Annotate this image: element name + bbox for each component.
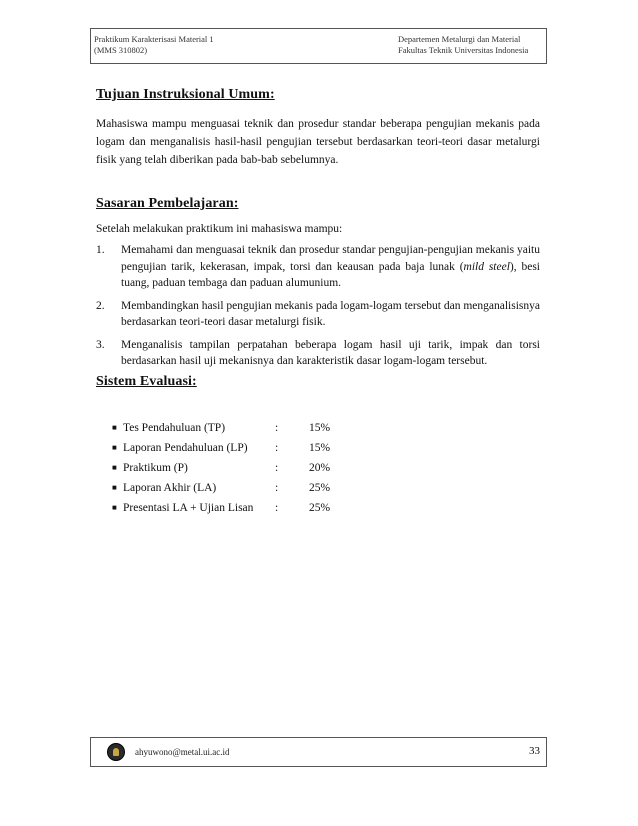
eval-colon: : <box>275 462 279 474</box>
eval-name: Praktikum (P) <box>123 462 188 474</box>
list-item <box>96 337 540 370</box>
eval-percent: 15% <box>309 422 331 434</box>
list-item <box>96 242 540 292</box>
page-header <box>90 28 547 64</box>
eval-percent: 25% <box>309 482 331 494</box>
list-number: 3. <box>96 338 105 351</box>
list-text-part: Memahami dan menguasai teknik dan prosedur standar pengujian-pengujian mekanis yaitu pengujian tarik, kekerasan, impak, torsi dan keausan pada baja lunak ( <box>121 244 540 273</box>
bullet-icon: ■ <box>112 483 117 492</box>
course-title: Praktikum Karakterisasi Material 1 <box>94 34 214 44</box>
list-item <box>112 478 349 498</box>
sasaran-heading: Sasaran Pembelajaran: <box>96 196 239 211</box>
bullet-icon: ■ <box>112 503 117 512</box>
tujuan-paragraph: Mahasiswa mampu menguasai teknik dan prosedur standar beberapa pengujian mekanis pada logam dan menganalisis hasil-hasil pengujian tersebut berdasarkan teori-teori dasar metalurgi fisik yang telah diberikan pada bab-bab sebelumnya. <box>96 118 540 166</box>
eval-percent: 25% <box>309 502 331 514</box>
evaluasi-list <box>112 418 349 518</box>
bullet-icon: ■ <box>112 423 117 432</box>
university-seal-icon <box>107 743 125 761</box>
list-text: Membandingkan hasil pengujian mekanis pada logam-logam tersebut dan menganalisisnya berdasarkan teori-teori dasar metalurgi fisik. <box>121 299 541 328</box>
eval-name: Laporan Akhir (LA) <box>123 482 217 494</box>
tujuan-heading: Tujuan Instruksional Umum: <box>96 87 275 102</box>
page-footer <box>90 737 547 767</box>
list-item <box>112 418 349 438</box>
eval-colon: : <box>275 502 279 514</box>
eval-colon: : <box>275 422 279 434</box>
course-code: (MMS 310802) <box>94 45 148 55</box>
sasaran-intro: Setelah melakukan praktikum ini mahasiswa mampu: <box>96 223 343 235</box>
list-text: Menganalisis tampilan perpatahan beberapa logam hasil uji tarik, impak dan torsi berdasarkan hasil uji mekanisnya dan karakteristik dasar logam-logam tersebut. <box>121 338 540 367</box>
author-email: ahyuwono@metal.ui.ac.id <box>135 747 230 757</box>
eval-name: Tes Pendahuluan (TP) <box>123 422 226 434</box>
sasaran-list <box>96 242 540 376</box>
eval-name: Laporan Pendahuluan (LP) <box>123 442 248 454</box>
header-left <box>94 34 214 56</box>
bullet-icon: ■ <box>112 463 117 472</box>
faculty-name: Fakultas Teknik Universitas Indonesia <box>398 45 529 55</box>
list-number: 2. <box>96 299 105 312</box>
eval-colon: : <box>275 442 279 454</box>
page-number: 33 <box>529 745 540 757</box>
bullet-icon: ■ <box>112 443 117 452</box>
header-right <box>398 34 528 56</box>
list-number: 1. <box>96 244 105 256</box>
italic-term: mild steel <box>463 260 510 273</box>
list-item <box>112 438 349 458</box>
eval-percent: 15% <box>309 442 331 454</box>
list-item <box>112 458 349 478</box>
eval-colon: : <box>275 482 279 494</box>
department-name: Departemen Metalurgi dan Material <box>398 34 521 44</box>
eval-percent: 20% <box>309 462 331 474</box>
list-text <box>121 242 540 292</box>
eval-name: Presentasi LA + Ujian Lisan <box>123 502 254 514</box>
list-text-part: ), besi tuang, paduan tembaga dan paduan alumunium. <box>121 260 540 289</box>
list-item <box>112 498 349 518</box>
evaluasi-heading: Sistem Evaluasi: <box>96 374 197 389</box>
list-item <box>96 298 540 331</box>
